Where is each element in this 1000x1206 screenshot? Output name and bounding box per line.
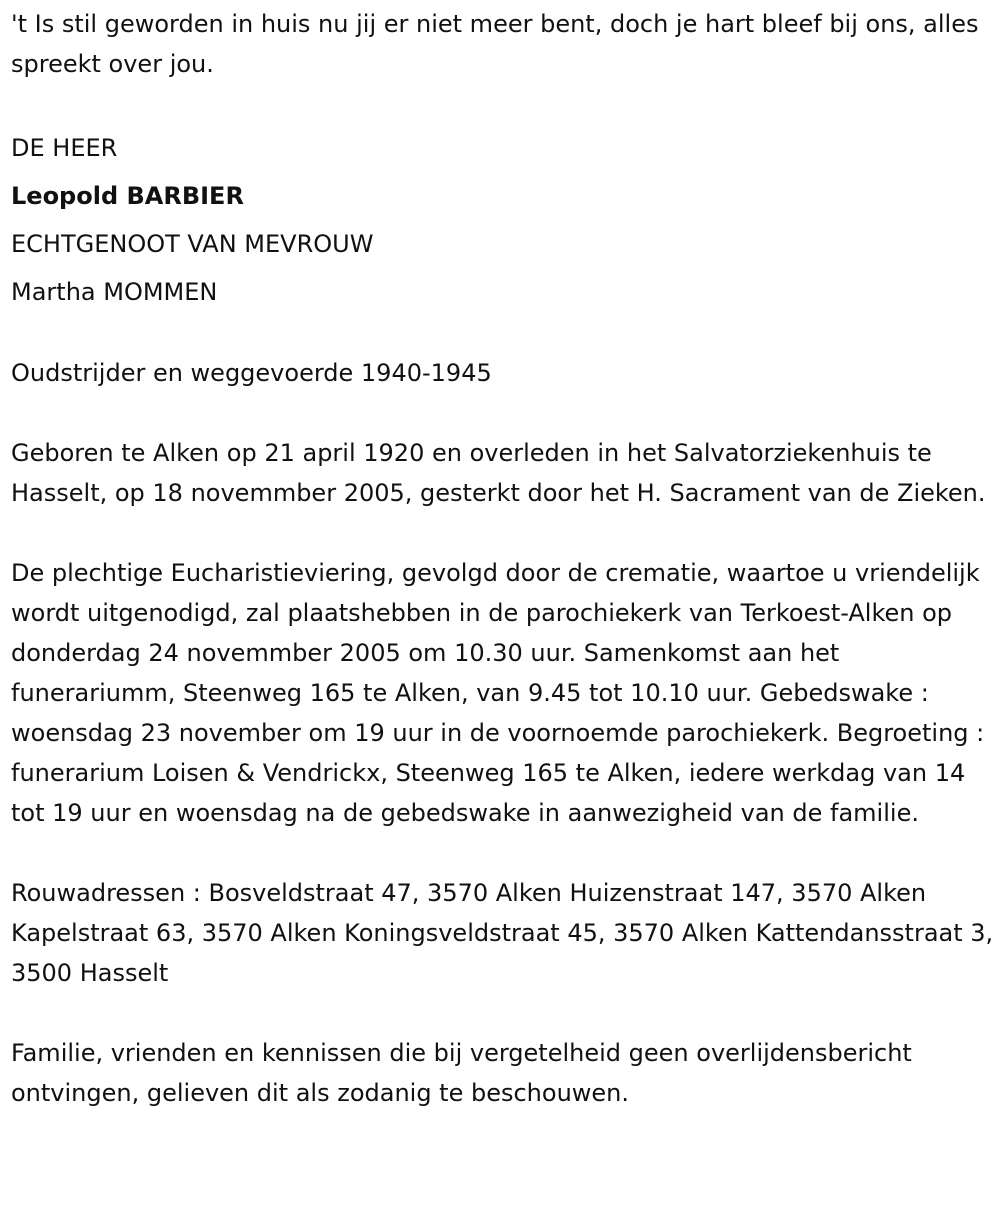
- name-block: [11, 124, 996, 316]
- obituary-notice: [11, 0, 996, 1113]
- intro-text: 't Is stil geworden in huis nu jij er niet meer bent, doch je hart bleef bij ons, alles spreekt over jou.: [11, 10, 979, 78]
- addresses-text: Rouwadressen : Bosveldstraat 47, 3570 Alken Huizenstraat 147, 3570 Alken Kapelstraat 63, 3570 Alken Koningsveldstraat 45, 3570 Alken Kattendansstraat 3, 3500 Hasselt: [11, 879, 994, 987]
- spouse-prefix: ECHTGENOOT VAN MEVROUW: [11, 230, 374, 258]
- spouse-name: Martha MOMMEN: [11, 278, 218, 306]
- veteran-note: Oudstrijder en weggevoerde 1940-1945: [11, 359, 492, 387]
- closing-text: Familie, vrienden en kennissen die bij vergetelheid geen overlijdensbericht ontvingen, gelieven dit als zodanig te beschouwen.: [11, 1039, 912, 1107]
- deceased-name: Leopold BARBIER: [11, 182, 244, 210]
- title-prefix: DE HEER: [11, 134, 118, 162]
- birth-death-text: Geboren te Alken op 21 april 1920 en overleden in het Salvatorziekenhuis te Hasselt, op 18 novemmber 2005, gesterkt door het H. Sacrament van de Zieken.: [11, 439, 986, 507]
- ceremony-text: De plechtige Eucharistieviering, gevolgd door de crematie, waartoe u vriendelijk wordt uitgenodigd, zal plaatshebben in de parochiekerk van Terkoest-Alken op donderdag 24 novemmber 2005 om 10.30 uur. Samenkomst aan het funerariumm, Steenweg 165 te Alken, van 9.45 tot 10.10 uur. Gebedswake : woensdag 23 november om 19 uur in de voornoemde parochiekerk. Begroeting : funerarium Loisen & Vendrickx, Steenweg 165 te Alken, iedere werkdag van 14 tot 19 uur en woensdag na de gebedswake in aanwezigheid van de familie.: [11, 559, 985, 827]
